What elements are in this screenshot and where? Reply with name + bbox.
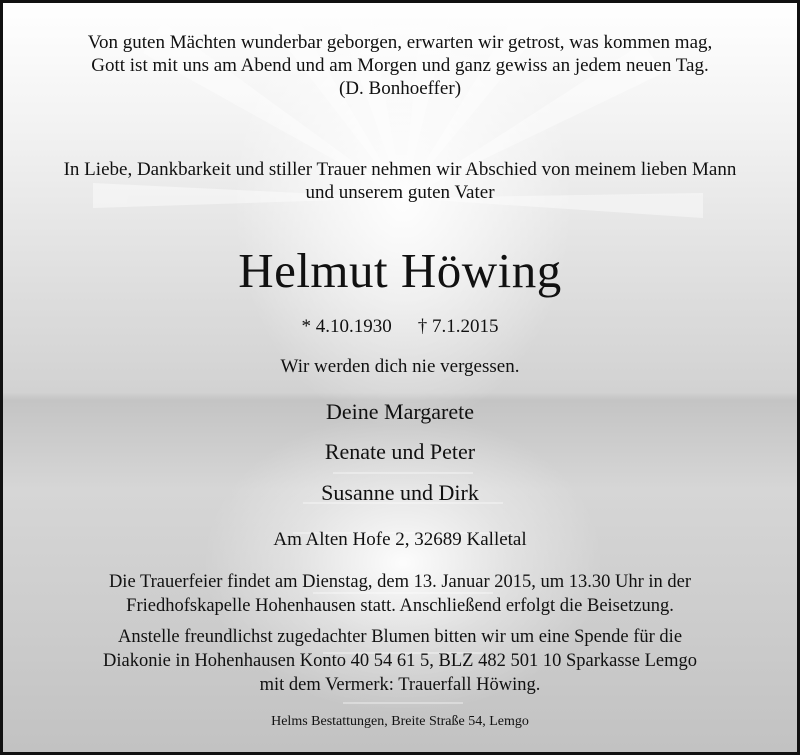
deceased-name: Helmut Höwing — [238, 243, 562, 298]
donation-line-3: mit dem Vermerk: Trauerfall Höwing. — [259, 675, 541, 695]
quote-author: (D. Bonhoeffer) — [338, 78, 462, 99]
quote-line-1: Von guten Mächten wunderbar geborgen, erwarten wir getrost, was kommen mag, — [87, 32, 713, 53]
ceremony-line-1: Die Trauerfeier findet am Dienstag, dem 13. Januar 2015, um 13.30 Uhr in der — [108, 572, 692, 592]
donation-line-2: Diakonie in Hohenhausen Konto 40 54 61 5, BLZ 482 501 10 Sparkasse Lemgo — [103, 651, 697, 671]
family-line-1: Deine Margarete — [325, 399, 475, 424]
death-date: † 7.1.2015 — [417, 316, 499, 337]
donation-line-1: Anstelle freundlichst zugedachter Blumen bitten wir um eine Spende für die — [117, 627, 683, 647]
family-line-3: Susanne und Dirk — [321, 480, 479, 505]
ceremony-line-2: Friedhofskapelle Hohenhausen statt. Anschließend erfolgt die Beisetzung. — [126, 596, 674, 616]
life-dates — [3, 315, 797, 338]
intro-line-1: In Liebe, Dankbarkeit und stiller Trauer nehmen wir Abschied von meinem lieben Mann — [63, 159, 737, 180]
intro-line-2: und unserem guten Vater — [305, 182, 495, 203]
quote-line-2: Gott ist mit uns am Abend und am Morgen und ganz gewiss an jedem neuen Tag. — [91, 55, 709, 76]
address: Am Alten Hofe 2, 32689 Kalletal — [273, 529, 527, 550]
undertaker-line: Helms Bestattungen, Breite Straße 54, Lemgo — [271, 714, 529, 729]
farewell-text: Wir werden dich nie vergessen. — [280, 356, 520, 377]
birth-date: * 4.10.1930 — [301, 316, 392, 337]
family-line-2: Renate und Peter — [324, 439, 476, 464]
